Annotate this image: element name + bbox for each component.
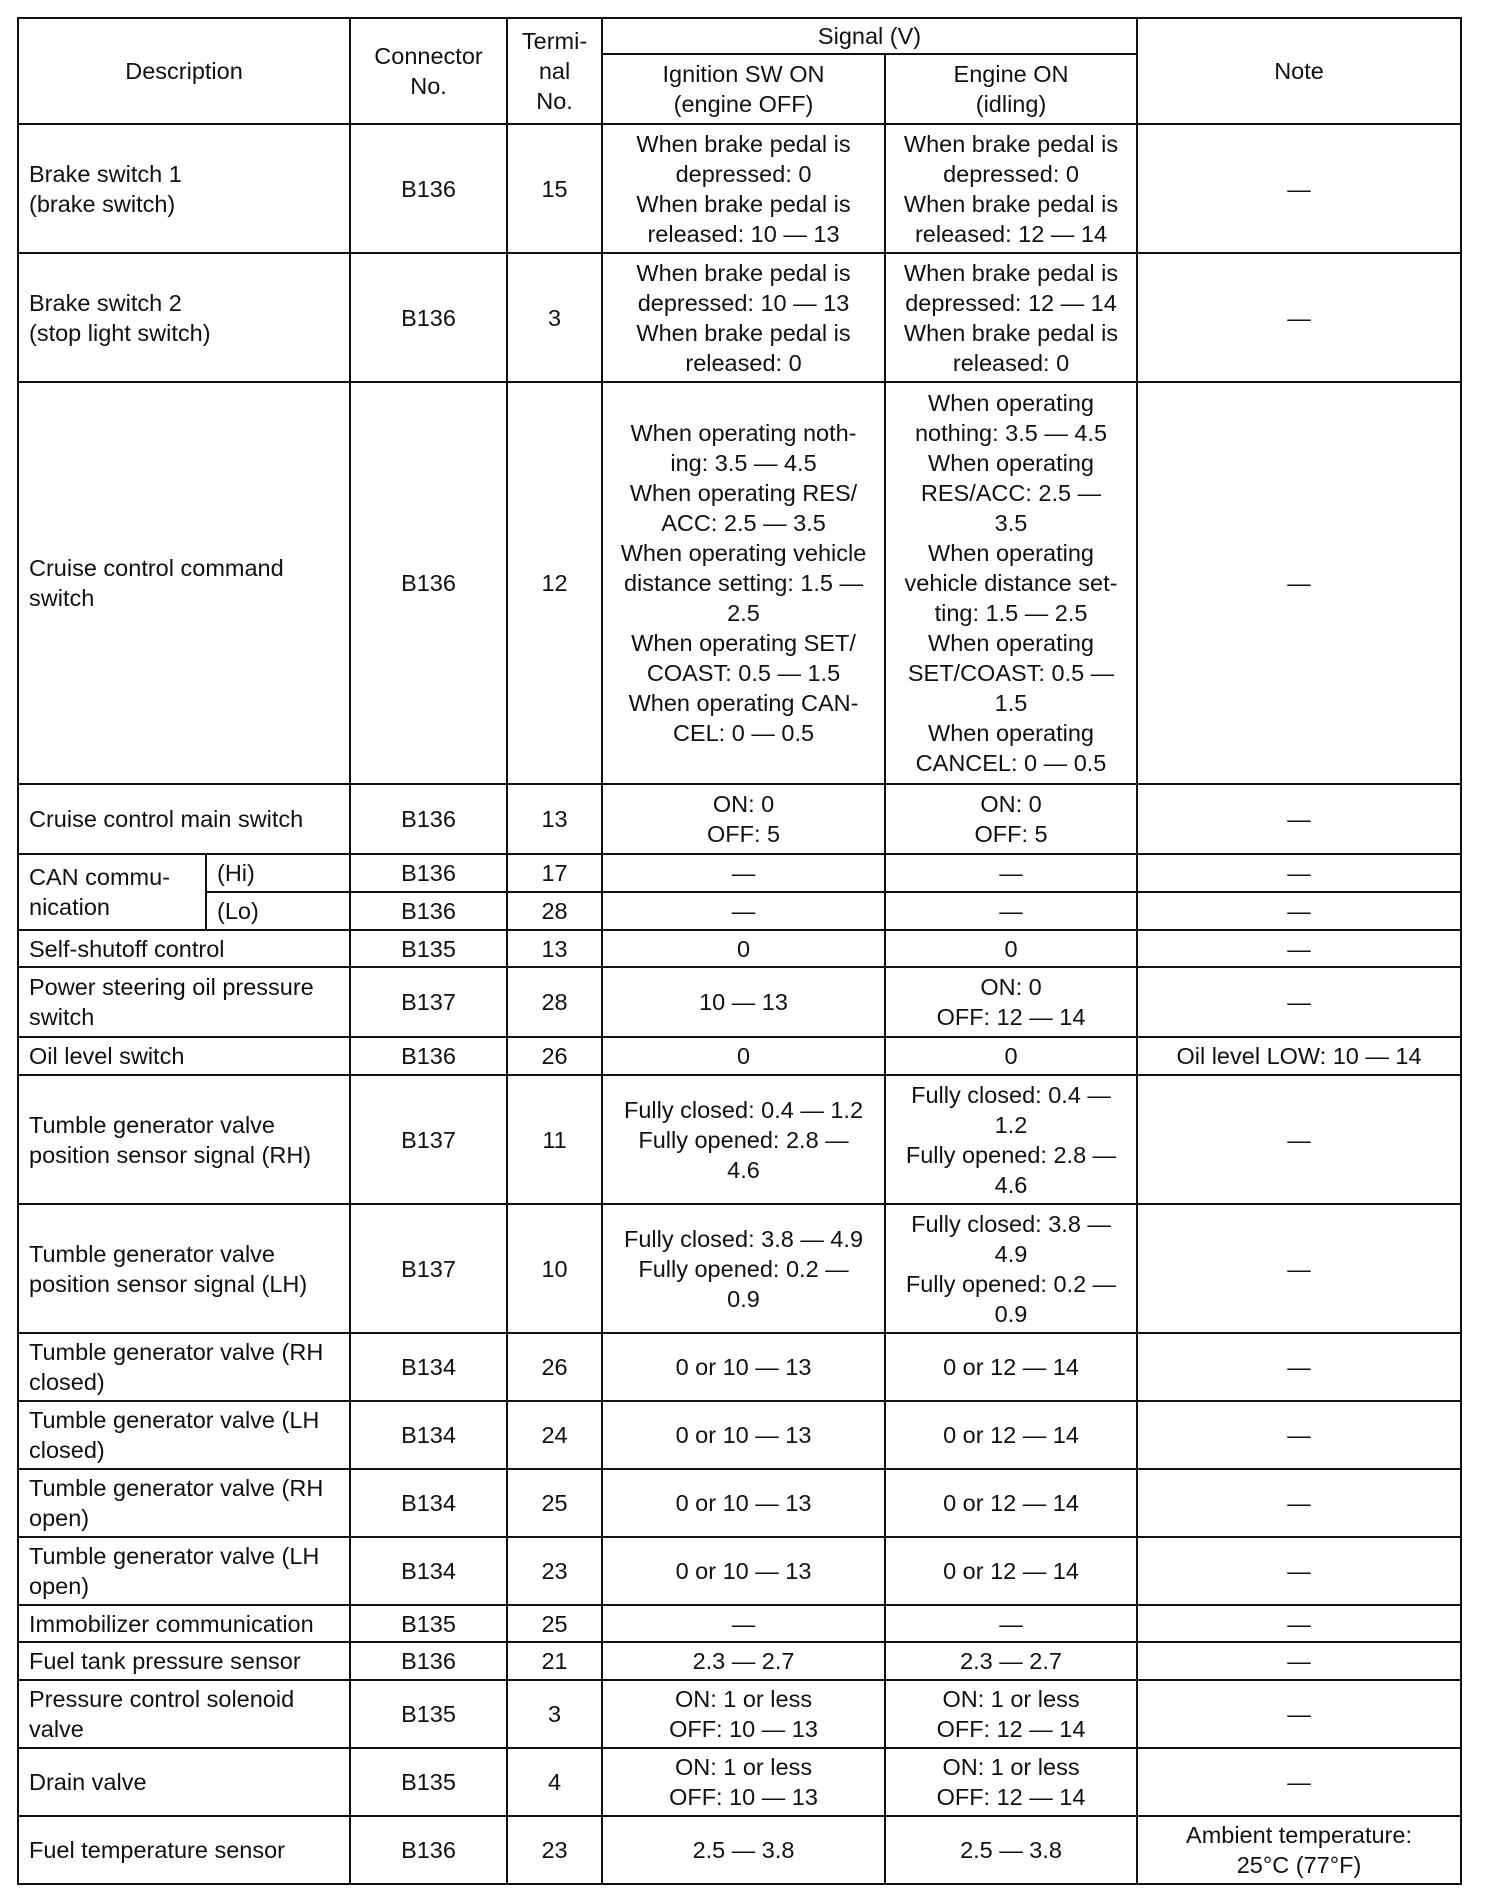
text-line: Fully closed: 3.8 — 4.9 — [624, 1225, 864, 1252]
text-line: — — [1287, 1126, 1311, 1153]
cell-ignition-signal — [602, 1401, 885, 1469]
text-line: depressed: 12 — 14 — [905, 289, 1117, 316]
text-line: Immobilizer communication — [29, 1610, 314, 1637]
text-line: When operating — [928, 630, 1094, 656]
cell-terminal: 3 — [507, 1680, 602, 1748]
text-line: OFF: 12 — 14 — [936, 1716, 1086, 1742]
cell-ignition-signal — [602, 1537, 885, 1605]
table-row — [18, 784, 1461, 854]
text-line: open) — [29, 1573, 90, 1599]
cell-engine-signal — [885, 1816, 1137, 1884]
cell-terminal: 23 — [507, 1816, 602, 1884]
text-line: ON: 0 — [712, 791, 775, 817]
text-line: position sensor signal (LH) — [29, 1270, 308, 1297]
cell-terminal: 26 — [507, 1037, 602, 1075]
text-line: Pressure control solenoid — [29, 1686, 295, 1712]
cell-terminal: 3 — [507, 253, 602, 382]
cell-description — [18, 1816, 350, 1884]
cell-terminal: 10 — [507, 1204, 602, 1333]
cell-connector: B135 — [350, 1680, 507, 1748]
text-line: OFF: 10 — 13 — [669, 1784, 818, 1810]
text-line: Power steering oil pressure — [29, 974, 314, 1000]
text-line: ON: 1 or less — [942, 1754, 1080, 1780]
text-line: released: 10 — 13 — [647, 220, 840, 247]
text-line: Fully opened: 0.2 — — [905, 1270, 1117, 1297]
cell-engine-signal — [885, 1537, 1137, 1605]
cell-terminal: 26 — [507, 1333, 602, 1401]
text-line: ACC: 2.5 — 3.5 — [661, 510, 826, 536]
cell-note — [1137, 784, 1461, 854]
text-line: 2.5 — [727, 600, 760, 626]
text-line: (brake switch) — [29, 190, 176, 217]
text-line: Ambient temperature: — [1186, 1822, 1412, 1848]
text-line: ing: 3.5 — 4.5 — [670, 450, 817, 476]
text-line: distance setting: 1.5 — — [623, 570, 864, 596]
text-line: Oil level switch — [29, 1043, 185, 1069]
cell-description — [18, 1333, 350, 1401]
text-line: — — [1287, 1769, 1311, 1795]
text-line: 0 or 10 — 13 — [675, 1422, 812, 1448]
cell-ignition-signal — [602, 1469, 885, 1537]
text-line: OFF: 12 — 14 — [936, 1784, 1086, 1810]
text-line: Brake switch 2 — [29, 289, 182, 316]
text-line: 0.9 — [727, 1285, 760, 1312]
signal-spec-table — [17, 17, 1462, 1885]
cell-engine-signal — [885, 1680, 1137, 1748]
text-line: Fully opened: 2.8 — — [638, 1126, 849, 1153]
text-line: When operating — [928, 390, 1094, 416]
cell-terminal: 21 — [507, 1642, 602, 1680]
text-line: Tumble generator valve (LH — [29, 1407, 320, 1433]
cell-description — [18, 784, 350, 854]
cell-connector: B136 — [350, 253, 507, 382]
text-line: — — [1287, 1354, 1311, 1380]
text-line: 0 or 10 — 13 — [675, 1558, 812, 1584]
cell-note — [1137, 1401, 1461, 1469]
text-line: 0 — [1004, 935, 1018, 962]
cell-ignition-signal: — — [602, 854, 885, 892]
cell-note — [1137, 967, 1461, 1037]
text-line: — — [1287, 935, 1311, 962]
cell-engine-signal — [885, 124, 1137, 253]
text-line: Brake switch 1 — [29, 160, 182, 187]
text-line: — — [1287, 175, 1311, 202]
can-rows — [18, 854, 1461, 930]
text-line: 0 or 10 — 13 — [675, 1490, 812, 1516]
text-line: When brake pedal is — [636, 130, 851, 157]
cell-ignition-signal — [602, 253, 885, 382]
table-row — [18, 1401, 1461, 1469]
text-line: 25°C (77°F) — [1236, 1852, 1362, 1878]
cell-connector: B136 — [350, 1642, 507, 1680]
cell-terminal: 28 — [507, 892, 602, 930]
cell-connector: B137 — [350, 1075, 507, 1204]
table-row — [18, 1075, 1461, 1204]
table-row — [18, 967, 1461, 1037]
cell-note — [1137, 1748, 1461, 1816]
text-line: vehicle distance set- — [904, 570, 1118, 596]
text-line: 3.5 — [994, 510, 1028, 536]
cell-terminal: 28 — [507, 967, 602, 1037]
cell-connector: B136 — [350, 784, 507, 854]
cell-connector: B134 — [350, 1401, 507, 1469]
cell-note — [1137, 1605, 1461, 1642]
text-line: OFF: 5 — [706, 821, 781, 847]
text-line: Fully opened: 2.8 — — [905, 1141, 1117, 1168]
text-line: released: 12 — 14 — [914, 220, 1108, 247]
cell-ignition-signal — [602, 1680, 885, 1748]
text-line: ON: 0 — [980, 974, 1042, 1000]
text-line: 2.5 — 3.8 — [960, 1837, 1062, 1863]
cell-description: CAN commu- nication — [18, 854, 206, 930]
text-line: CEL: 0 — 0.5 — [672, 720, 815, 746]
cell-engine-signal — [885, 1605, 1137, 1642]
cell-engine-signal — [885, 1075, 1137, 1204]
cell-note — [1137, 124, 1461, 253]
cell-note — [1137, 1469, 1461, 1537]
cell-can-lo-label: (Lo) — [206, 892, 350, 930]
text-line: 0 — [1004, 1043, 1018, 1069]
cell-engine-signal — [885, 1748, 1137, 1816]
table-row — [18, 124, 1461, 253]
text-line: — — [1287, 1255, 1311, 1282]
text-line: — — [1287, 1701, 1311, 1727]
text-line: switch — [29, 1004, 95, 1030]
cell-engine-signal — [885, 253, 1137, 382]
cell-note — [1137, 1075, 1461, 1204]
text-line: Self-shutoff control — [29, 935, 225, 962]
cell-connector: B135 — [350, 1605, 507, 1642]
cell-note — [1137, 1333, 1461, 1401]
text-line: Fuel tank pressure sensor — [29, 1648, 301, 1674]
text-line: — — [1287, 1558, 1311, 1584]
table-row — [18, 1642, 1461, 1680]
text-line: closed) — [29, 1437, 105, 1463]
text-line: — — [1287, 1610, 1311, 1637]
table-header — [18, 18, 1461, 124]
cell-description — [18, 1748, 350, 1816]
text-line: 2.3 — 2.7 — [960, 1648, 1062, 1674]
cell-note — [1137, 1642, 1461, 1680]
cell-note: — — [1137, 854, 1461, 892]
text-line: Fully closed: 0.4 — 1.2 — [624, 1096, 864, 1123]
text-line: 0 or 12 — 14 — [943, 1354, 1079, 1380]
table-row — [18, 1748, 1461, 1816]
text-line: released: 0 — [685, 349, 802, 376]
cell-connector: B136 — [350, 124, 507, 253]
cell-ignition-signal — [602, 382, 885, 784]
text-line: open) — [29, 1505, 90, 1531]
text-line: ON: 1 or less — [674, 1686, 813, 1712]
text-line: — — [999, 1610, 1023, 1637]
text-line: 0 or 12 — 14 — [943, 1490, 1079, 1516]
cell-connector: B136 — [350, 892, 507, 930]
text-line: When operating SET/ — [631, 630, 856, 656]
text-line: OFF: 10 — 13 — [669, 1716, 818, 1742]
text-line: position sensor signal (RH) — [29, 1141, 312, 1168]
table-row — [18, 1204, 1461, 1333]
cell-terminal: 13 — [507, 784, 602, 854]
cell-note — [1137, 382, 1461, 784]
cell-connector: B137 — [350, 967, 507, 1037]
cell-note — [1137, 1816, 1461, 1884]
cell-description — [18, 1401, 350, 1469]
text-line: Tumble generator valve (RH — [29, 1339, 324, 1365]
table-row-can-lo — [18, 892, 1461, 930]
text-line: ON: 1 or less — [942, 1686, 1080, 1712]
cell-ignition-signal — [602, 967, 885, 1037]
text-line: Fully opened: 0.2 — — [638, 1255, 849, 1282]
text-line: 10 — 13 — [699, 989, 788, 1015]
cell-note — [1137, 1537, 1461, 1605]
text-line: — — [731, 1610, 756, 1637]
text-line: 1.5 — [994, 690, 1028, 716]
text-line: OFF: 12 — 14 — [936, 1004, 1086, 1030]
text-line: — — [1287, 989, 1311, 1015]
cell-description — [18, 124, 350, 253]
cell-connector: B136 — [350, 382, 507, 784]
text-line: (stop light switch) — [29, 319, 211, 346]
text-line: nothing: 3.5 — 4.5 — [914, 420, 1108, 446]
text-line: ON: 1 or less — [674, 1754, 813, 1780]
table-row — [18, 1037, 1461, 1075]
text-line: — — [1287, 304, 1311, 331]
header-connector: Connector No. — [350, 18, 507, 124]
text-line: ting: 1.5 — 2.5 — [934, 600, 1088, 626]
text-line: — — [1287, 570, 1311, 596]
cell-engine-signal — [885, 1333, 1137, 1401]
cell-ignition-signal — [602, 1333, 885, 1401]
text-line: — — [1287, 1422, 1311, 1448]
header-signal: Signal (V) — [602, 18, 1137, 54]
table-row — [18, 253, 1461, 382]
cell-terminal: 17 — [507, 854, 602, 892]
text-line: When brake pedal is — [636, 319, 851, 346]
cell-description — [18, 253, 350, 382]
text-line: Tumble generator valve (LH — [29, 1543, 320, 1569]
text-line: 0 or 12 — 14 — [943, 1422, 1079, 1448]
cell-terminal: 13 — [507, 930, 602, 967]
text-line: 2.5 — 3.8 — [692, 1837, 795, 1863]
table-row — [18, 930, 1461, 967]
header-note: Note — [1137, 18, 1461, 124]
text-line: 4.6 — [994, 1171, 1028, 1198]
cell-note: — — [1137, 892, 1461, 930]
text-line: switch — [29, 585, 95, 611]
cell-connector: B134 — [350, 1537, 507, 1605]
cell-ignition-signal — [602, 1816, 885, 1884]
cell-engine-signal — [885, 967, 1137, 1037]
cell-terminal: 25 — [507, 1469, 602, 1537]
cell-terminal: 25 — [507, 1605, 602, 1642]
text-line: Tumble generator valve (RH — [29, 1475, 324, 1501]
text-line: depressed: 0 — [943, 160, 1079, 187]
cell-engine-signal — [885, 1401, 1137, 1469]
cell-engine-signal: — — [885, 892, 1137, 930]
cell-connector: B136 — [350, 854, 507, 892]
text-line: When operating CAN- — [628, 690, 859, 716]
cell-connector: B134 — [350, 1333, 507, 1401]
text-line: valve — [29, 1716, 84, 1742]
text-line: 4.6 — [727, 1156, 760, 1183]
cell-ignition-signal — [602, 1075, 885, 1204]
cell-ignition-signal — [602, 1642, 885, 1680]
text-line: CANCEL: 0 — 0.5 — [915, 750, 1107, 776]
text-line: When operating — [928, 720, 1094, 746]
text-line: When operating — [928, 540, 1094, 566]
table-body-lower — [18, 930, 1461, 1884]
text-line: COAST: 0.5 — 1.5 — [646, 660, 841, 686]
table-row — [18, 1537, 1461, 1605]
cell-ignition-signal — [602, 1037, 885, 1075]
text-line: Tumble generator valve — [29, 1240, 276, 1267]
cell-description — [18, 382, 350, 784]
cell-description — [18, 1204, 350, 1333]
cell-ignition-signal — [602, 124, 885, 253]
text-line: — — [1287, 806, 1311, 832]
text-line: — — [1287, 1648, 1311, 1674]
text-line: When brake pedal is — [903, 190, 1119, 217]
text-line: 0 — [736, 935, 751, 962]
cell-ignition-signal — [602, 930, 885, 967]
text-line: OFF: 5 — [974, 821, 1048, 847]
cell-engine-signal — [885, 1204, 1137, 1333]
text-line: depressed: 10 — 13 — [637, 289, 850, 316]
text-line: Fully closed: 3.8 — — [911, 1210, 1111, 1237]
cell-terminal: 24 — [507, 1401, 602, 1469]
header-ignition-on: Ignition SW ON (engine OFF) — [602, 54, 885, 124]
cell-ignition-signal — [602, 1605, 885, 1642]
cell-engine-signal — [885, 930, 1137, 967]
cell-description — [18, 1642, 350, 1680]
text-line: 0 — [736, 1043, 751, 1069]
header-description: Description — [18, 18, 350, 124]
cell-ignition-signal — [602, 1204, 885, 1333]
text-line: When brake pedal is — [903, 130, 1119, 157]
text-line: 0 or 12 — 14 — [943, 1558, 1079, 1584]
text-line: Cruise control command — [29, 555, 284, 581]
cell-description — [18, 1037, 350, 1075]
cell-engine-signal — [885, 1642, 1137, 1680]
cell-terminal: 15 — [507, 124, 602, 253]
header-engine-on: Engine ON (idling) — [885, 54, 1137, 124]
table-row — [18, 382, 1461, 784]
text-line: RES/ACC: 2.5 — — [920, 480, 1102, 506]
text-line: released: 0 — [952, 349, 1070, 376]
cell-connector: B134 — [350, 1469, 507, 1537]
text-line: SET/COAST: 0.5 — — [907, 660, 1115, 686]
text-line: closed) — [29, 1369, 105, 1395]
cell-description — [18, 1680, 350, 1748]
cell-terminal: 23 — [507, 1537, 602, 1605]
text-line: 0.9 — [994, 1300, 1028, 1327]
text-line: When operating vehicle — [620, 540, 867, 566]
cell-connector: B135 — [350, 1748, 507, 1816]
header-terminal: Termi- nal No. — [507, 18, 602, 124]
text-line: Tumble generator valve — [29, 1111, 276, 1138]
table-body-upper — [18, 124, 1461, 854]
text-line: When brake pedal is — [636, 190, 851, 217]
text-line: When operating noth- — [630, 420, 857, 446]
text-line: When operating — [928, 450, 1094, 476]
cell-can-hi-label: (Hi) — [206, 854, 350, 892]
text-line: 2.3 — 2.7 — [692, 1648, 795, 1674]
text-line: Drain valve — [29, 1769, 147, 1795]
table-row-can-hi — [18, 854, 1461, 892]
cell-note — [1137, 1204, 1461, 1333]
table-row — [18, 1605, 1461, 1642]
cell-ignition-signal: — — [602, 892, 885, 930]
text-line: ON: 0 — [980, 791, 1042, 817]
cell-terminal: 12 — [507, 382, 602, 784]
cell-description — [18, 1075, 350, 1204]
table-row — [18, 1333, 1461, 1401]
text-line: When operating RES/ — [629, 480, 858, 506]
cell-connector: B137 — [350, 1204, 507, 1333]
text-line: When brake pedal is — [903, 319, 1119, 346]
cell-connector: B136 — [350, 1816, 507, 1884]
cell-terminal: 11 — [507, 1075, 602, 1204]
table-row — [18, 1469, 1461, 1537]
cell-ignition-signal — [602, 1748, 885, 1816]
cell-ignition-signal — [602, 784, 885, 854]
cell-terminal: 4 — [507, 1748, 602, 1816]
text-line: Fuel temperature sensor — [29, 1837, 286, 1863]
table-row — [18, 1816, 1461, 1884]
text-line: depressed: 0 — [675, 160, 812, 187]
cell-description — [18, 1469, 350, 1537]
text-line: 4.9 — [994, 1240, 1028, 1267]
cell-engine-signal: — — [885, 854, 1137, 892]
cell-description — [18, 1605, 350, 1642]
text-line: 0 or 10 — 13 — [675, 1354, 812, 1380]
text-line: Cruise control main switch — [29, 806, 304, 832]
text-line: When brake pedal is — [903, 259, 1119, 286]
cell-engine-signal — [885, 784, 1137, 854]
text-line: When brake pedal is — [636, 259, 851, 286]
cell-engine-signal — [885, 1037, 1137, 1075]
text-line: Oil level LOW: 10 — 14 — [1176, 1043, 1422, 1069]
cell-connector: B135 — [350, 930, 507, 967]
text-line: — — [1287, 1490, 1311, 1516]
cell-connector: B136 — [350, 1037, 507, 1075]
cell-note — [1137, 253, 1461, 382]
text-line: Fully closed: 0.4 — — [911, 1081, 1111, 1108]
cell-engine-signal — [885, 1469, 1137, 1537]
cell-note — [1137, 1037, 1461, 1075]
cell-description — [18, 930, 350, 967]
table-row — [18, 1680, 1461, 1748]
cell-description — [18, 1537, 350, 1605]
cell-description — [18, 967, 350, 1037]
text-line: 1.2 — [994, 1111, 1028, 1138]
cell-note — [1137, 930, 1461, 967]
cell-note — [1137, 1680, 1461, 1748]
cell-engine-signal — [885, 382, 1137, 784]
